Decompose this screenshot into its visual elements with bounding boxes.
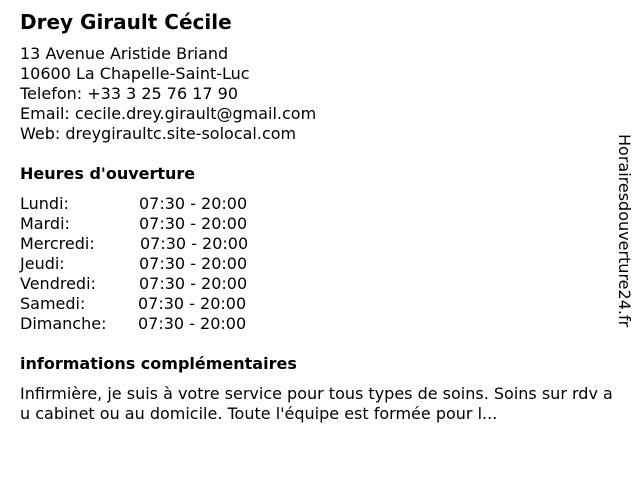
additional-info-text: Infirmière, je suis à votre service pour tous types de soins. Soins sur rdv au cabinet ou au domicile. Toute l'équipe est formée pour l...: [20, 384, 613, 423]
watermark-container: [611, 134, 637, 372]
day-label: Dimanche:: [20, 314, 107, 333]
address-line-street: 13 Avenue Aristide Briand: [20, 44, 229, 63]
hours-row-tuesday: [20, 214, 320, 234]
day-label: Samedi:: [20, 294, 86, 313]
time-range: 07:30 - 20:00: [138, 314, 247, 333]
web-text: Web: dreygiraultc.site-solocal.com: [20, 124, 297, 143]
time-range: 07:30 - 20:00: [140, 234, 249, 253]
additional-info-heading: informations complémentaires: [20, 354, 297, 373]
hours-row-monday: [20, 194, 320, 214]
time-range: 07:30 - 20:00: [139, 214, 248, 233]
hours-row-friday: [20, 274, 320, 294]
opening-hours-heading: Heures d'ouverture: [20, 164, 196, 183]
time-range: 07:30 - 20:00: [138, 294, 247, 313]
business-name: Drey Girault Cécile: [20, 10, 232, 34]
hours-row-wednesday: [20, 234, 320, 254]
phone-text: Telefon: +33 3 25 76 17 90: [20, 84, 239, 103]
hours-row-sunday: [20, 314, 320, 334]
day-label: Lundi:: [20, 194, 69, 213]
day-label: Mercredi:: [20, 234, 95, 253]
day-label: Vendredi:: [20, 274, 96, 293]
hours-row-thursday: [20, 254, 320, 274]
time-range: 07:30 - 20:00: [139, 194, 248, 213]
site-watermark: Horairesdouverture24.fr: [615, 134, 634, 328]
day-label: Jeudi:: [20, 254, 65, 273]
address-line-city: 10600 La Chapelle-Saint-Luc: [20, 64, 250, 83]
time-range: 07:30 - 20:00: [139, 254, 248, 273]
contact-block: [20, 44, 316, 144]
hours-row-saturday: [20, 294, 320, 314]
email-text: Email: cecile.drey.girault@gmail.com: [20, 104, 317, 123]
day-label: Mardi:: [20, 214, 70, 233]
time-range: 07:30 - 20:00: [139, 274, 248, 293]
opening-hours-table: [20, 194, 320, 334]
